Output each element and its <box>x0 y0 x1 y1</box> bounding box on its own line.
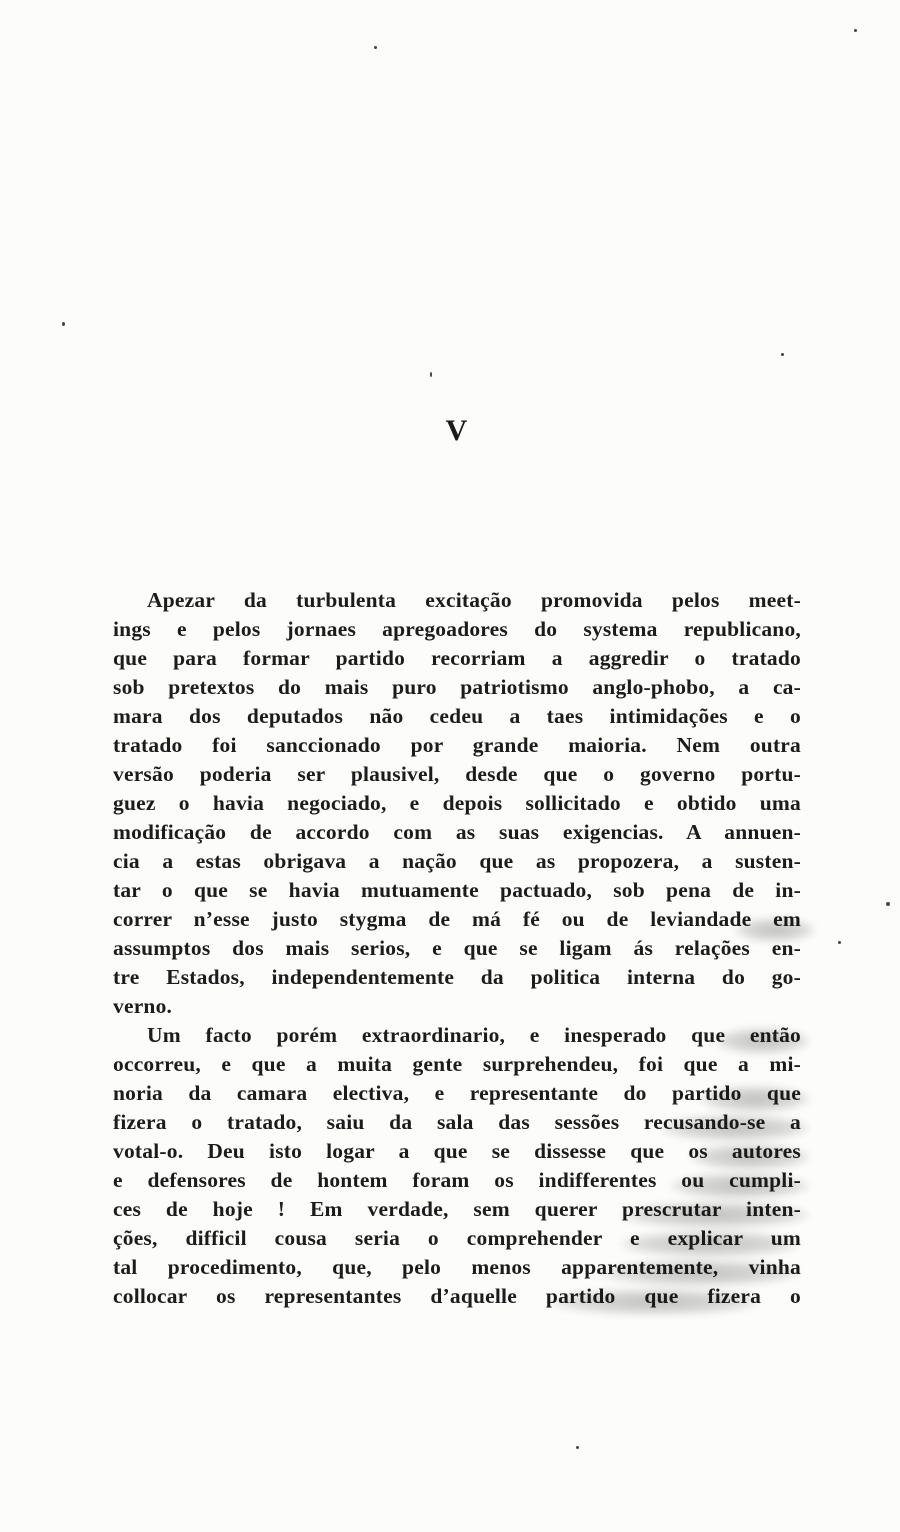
text-line: guez o havia negociado, e depois sollicitado e obtido uma <box>113 791 801 815</box>
text-line: tratado foi sanccionado por grande maioria. Nem outra <box>113 733 801 757</box>
text-line: Apezar da turbulenta excitação promovida pelos meet- <box>147 588 801 612</box>
scan-speck <box>62 322 65 326</box>
text-line: noria da camara electiva, e representante do partido que <box>113 1081 801 1105</box>
text-line: votal-o. Deu isto logar a que se dissesse que os autores <box>113 1139 801 1163</box>
paragraph-2 <box>113 1021 801 1311</box>
text-line: cia a estas obrigava a nação que as propozera, a susten- <box>113 849 801 873</box>
text-line: correr n’esse justo stygma de má fé ou de leviandade em <box>113 907 801 931</box>
paragraph-1 <box>113 586 801 1021</box>
scan-speck <box>430 372 432 377</box>
text-line: tal procedimento, que, pelo menos apparentemente, vinha <box>113 1255 801 1279</box>
text-line: modificação de accordo com as suas exigencias. A annuen- <box>113 820 801 844</box>
text-line: verno. <box>113 994 173 1018</box>
text-line: mara dos deputados não cedeu a taes intimidações e o <box>113 704 801 728</box>
scan-speck <box>781 353 784 356</box>
text-block <box>113 586 801 1311</box>
scan-speck <box>886 902 890 906</box>
text-line: que para formar partido recorriam a aggredir o tratado <box>113 646 801 670</box>
text-line: Um facto porém extraordinario, e inesperado que então <box>147 1023 801 1047</box>
text-line: assumptos dos mais serios, e que se ligam ás relações en- <box>113 936 801 960</box>
scan-speck <box>838 941 841 944</box>
text-line: versão poderia ser plausivel, desde que o governo portu- <box>113 762 801 786</box>
text-line: collocar os representantes d’aquelle partido que fizera o <box>113 1284 801 1308</box>
text-line: occorreu, e que a muita gente surprehendeu, foi que a mi- <box>113 1052 801 1076</box>
text-line: ções, difficil cousa seria o comprehender e explicar um <box>113 1226 801 1250</box>
scan-speck <box>576 1446 579 1449</box>
text-line: tar o que se havia mutuamente pactuado, sob pena de in- <box>113 878 801 902</box>
text-line: fizera o tratado, saiu da sala das sessões recusando-se a <box>113 1110 801 1134</box>
scan-speck <box>374 46 377 49</box>
text-line: tre Estados, independentemente da politica interna do go- <box>113 965 801 989</box>
text-line: e defensores de hontem foram os indifferentes ou cumpli- <box>113 1168 801 1192</box>
scan-speck <box>854 29 857 32</box>
text-line: ings e pelos jornaes apregoadores do systema republicano, <box>113 617 801 641</box>
chapter-heading: V <box>445 414 469 447</box>
text-line: ces de hoje ! Em verdade, sem querer prescrutar inten- <box>113 1197 801 1221</box>
text-line: sob pretextos do mais puro patriotismo anglo-phobo, a ca- <box>113 675 801 699</box>
